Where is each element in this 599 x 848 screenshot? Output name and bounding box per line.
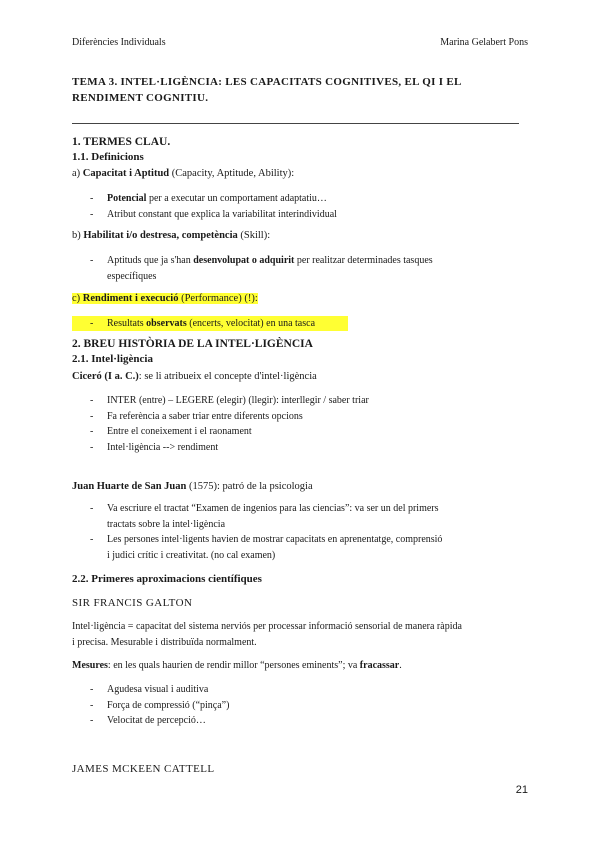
definition-c: c) Rendiment i execució (Performance) (!): [72, 293, 258, 304]
definition-b-list [90, 253, 433, 284]
section-2-2-heading: 2.2. Primeres aproximacions científiques [72, 573, 262, 585]
section-1-heading: 1. TERMES CLAU. [72, 136, 171, 148]
list-item: - Resultats observats (encerts, velocitat) en una tasca [90, 318, 316, 329]
galton-definition: Intel·ligència = capacitat del sistema nerviós per processar informació sensorial de manera ràpida i precisa. Mesurable i distribuïda normalment. [72, 621, 462, 648]
huarte-line: Juan Huarte de San Juan (1575): patró de la psicologia [72, 481, 313, 492]
mesures-list [90, 682, 229, 729]
list-item: - Aptituds que ja s'han desenvolupat o adquirit per realitzar determinades tasques específiques [90, 255, 433, 282]
list-item: - Fa referència a saber triar entre diferents opcions [90, 410, 303, 422]
document-title: TEMA 3. INTEL·LIGÈNCIA: LES CAPACITATS COGNITIVES, EL QI I EL RENDIMENT COGNITIU. [72, 76, 462, 104]
title-rule [72, 123, 519, 124]
definition-c-term: Rendiment i execució [82, 293, 179, 304]
list-item: - Velocitat de percepció… [90, 715, 206, 727]
definition-a-term: Capacitat i Aptitud [82, 168, 170, 179]
cicero-list [90, 393, 369, 455]
cicero-line: Ciceró (I a. C.): se li atribueix el concepte d'intel·ligència [72, 371, 317, 382]
list-item: - Potencial per a executar un comportament adaptatiu… [90, 193, 327, 204]
section-2-1-heading: 2.1. Intel·ligència [72, 353, 153, 365]
header-left: Diferències Individuals [72, 37, 166, 48]
mesures-line: Mesures: en les quals haurien de rendir millor “persones eminents”; va fracassar. [72, 660, 402, 671]
definition-c-list [90, 316, 315, 332]
list-item: - INTER (entre) – LEGERE (elegir) (llegir): interllegir / saber triar [90, 395, 369, 406]
list-item: - Va escriure el tractat “Examen de ingenios para las ciencias”: va ser un del primers tractats sobre la intel·ligència [90, 503, 439, 530]
galton-heading: SIR FRANCIS GALTON [72, 597, 193, 609]
list-item: - Agudesa visual i auditiva [90, 684, 209, 695]
header-right: Marina Gelabert Pons [440, 37, 528, 48]
list-item: - Força de compressió (“pinça”) [90, 699, 230, 711]
definition-b-term: Habilitat i/o destresa, competència [83, 230, 238, 241]
list-item: - Intel·ligència --> rendiment [90, 441, 219, 453]
cattell-heading: JAMES MCKEEN CATTELL [72, 763, 215, 775]
definition-a-prefix: a) [72, 168, 83, 179]
definition-a-list [90, 191, 337, 222]
page-number: 21 [515, 784, 528, 796]
definition-b: b) Habilitat i/o destresa, competència (Skill): [72, 230, 271, 241]
definition-a-rest: (Capacity, Aptitude, Ability): [169, 168, 295, 179]
list-item: - Entre el coneixement i el raonament [90, 426, 252, 438]
section-1-1-heading: 1.1. Definicions [72, 151, 144, 163]
huarte-list [90, 501, 442, 563]
section-2-heading: 2. BREU HISTÒRIA DE LA INTEL·LIGÈNCIA [72, 338, 313, 350]
list-item: - Les persones intel·ligents havien de mostrar capacitats en aprenentatge, comprensió i judici crític i creativitat. (no cal examen) [90, 534, 443, 561]
definition-a [72, 166, 294, 182]
list-item: - Atribut constant que explica la variabilitat interindividual [90, 208, 337, 220]
